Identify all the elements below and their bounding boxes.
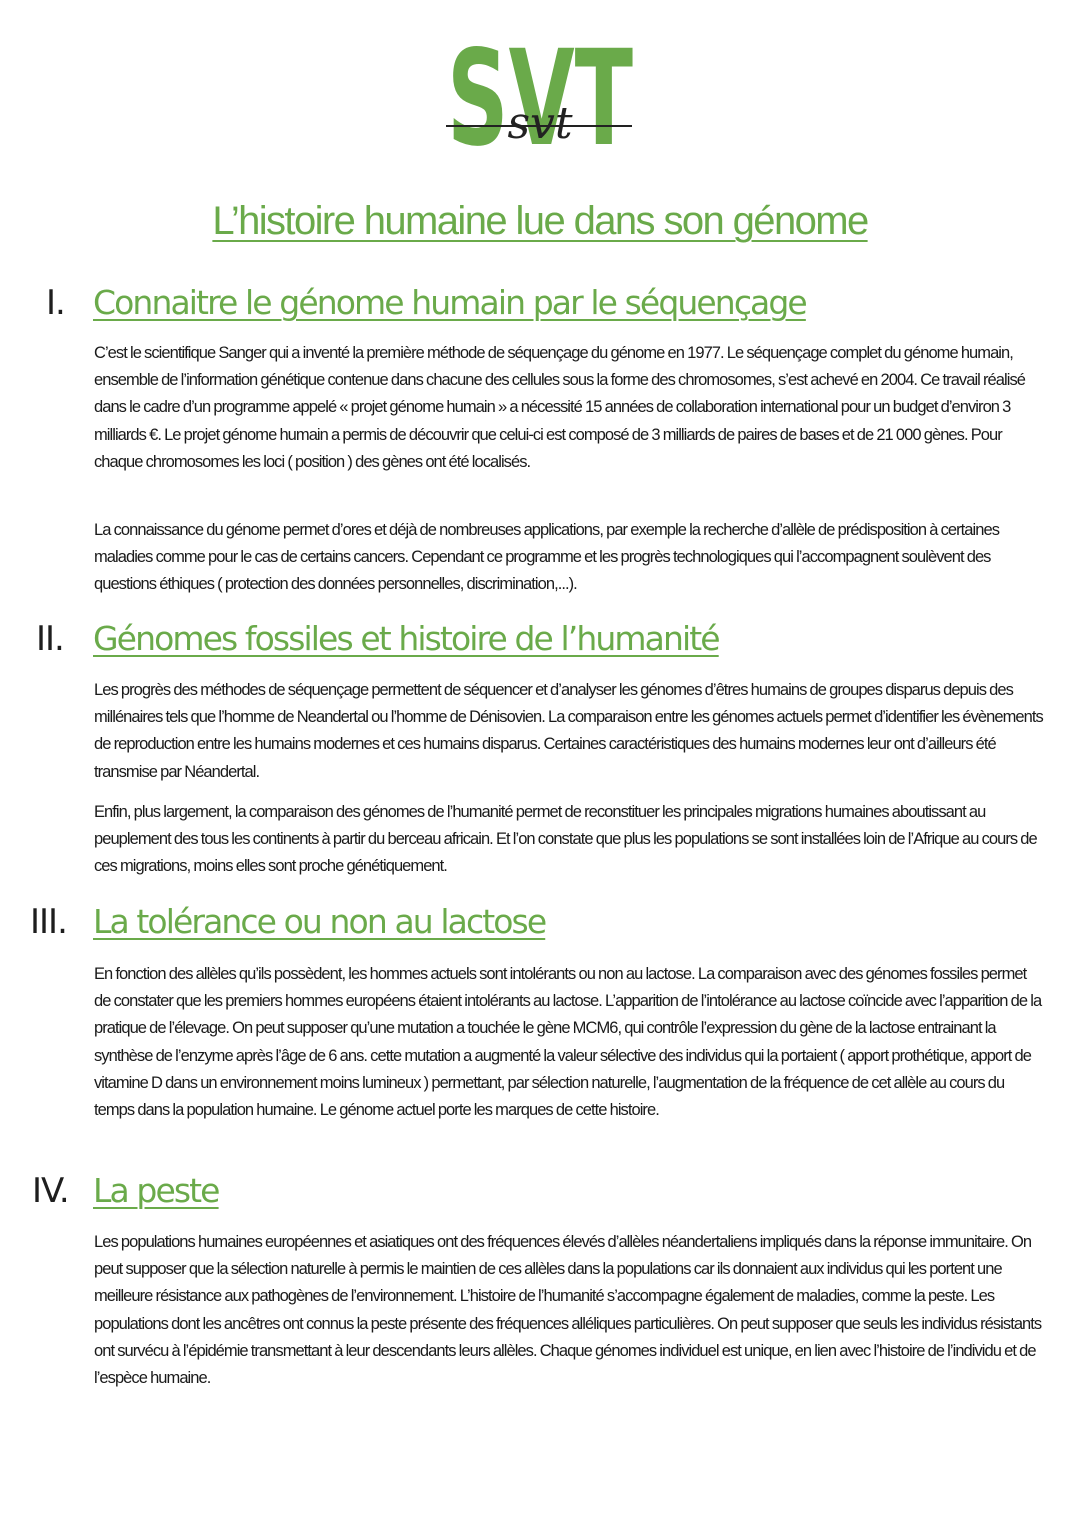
section-heading-4 bbox=[0, 1167, 1080, 1215]
svt-logo bbox=[0, 22, 1080, 162]
section-1-paragraph-1: C’est le scientifique Sanger qui a inventé la première méthode de séquençage du génome en 1977. Le séquençage complet du génome humain, ensemble de l’information génétique contenue dans chacune des cellules sous la forme des chromosomes, s’est achevé en 2004. Ce travail réalisé dans le cadre d’un programme appelé « projet génome humain » a nécessité 15 années de collaboration international pour un budget d’environ 3 milliards €. Le projet génome humain a permis de découvrir que celui-ci est composé de 3 milliards de paires de bases et de 21 000 gènes. Pour chaque chromosomes les loci ( position ) des gènes ont été localisés. bbox=[94, 344, 1025, 471]
section-title: Génomes fossiles et histoire de l’humanité bbox=[93, 619, 719, 658]
section-title: La tolérance ou non au lactose bbox=[93, 902, 546, 941]
section-4-paragraph-1: Les populations humaines européennes et asiatiques ont des fréquences élevés d’allèles néandertaliens impliqués dans la réponse immunitaire. On peut supposer que la sélection naturelle à permis le maintien de ces allèles dans la populations car ils donnaient aux individus qui les portent une meilleure résistance aux pathogènes de l’environnement. L’histoire de l’humanité s’accompagne également de maladies, comme la peste. Les populations dont les ancêtres ont connus la peste présente des fréquences alléliques particulières. On peut supposer que seuls les individus résistants ont survécu à l’épidémie transmettant à leur descendants leurs allèles. Chaque génomes individuel est unique, en lien avec l’histoire de l’individu et de l’espèce humaine. bbox=[94, 1233, 1042, 1388]
section-heading-1 bbox=[0, 279, 1080, 327]
section-3-paragraph-1: En fonction des allèles qu’ils possèdent, les hommes actuels sont intolérants ou non au lactose. La comparaison avec des génomes fossiles permet de constater que les premiers hommes européens étaient intolérants au lactose. L’apparition de l’intolérance au lactose coïncide avec l’apparition de la pratique de l’élevage. On peut supposer qu’une mutation a touchée le gène MCM6, qui contrôle l’expression du gène de la lactose entrainant la synthèse de l’enzyme après l’âge de 6 ans. cette mutation a augmenté la valeur sélective des individus qui la portaient ( apport prothétique, apport de vitamine D dans un environnement moins lumineux ) permettant, par sélection naturelle, l’augmentation de la fréquence de cet allèle au cours du temps dans la population humaine. Le génome actuel porte les marques de cette histoire. bbox=[94, 965, 1042, 1120]
section-1-paragraph-2: La connaissance du génome permet d’ores et déjà de nombreuses applications, par exemple la recherche d’allèle de prédisposition à certaines maladies comme pour le cas de certains cancers. Cependant ce programme et les progrès technologiques qui l’accompagnent soulèvent des questions éthiques ( protection des données personnelles, discrimination,...). bbox=[94, 521, 999, 594]
section-2-paragraph-1: Les progrès des méthodes de séquençage permettent de séquencer et d’analyser les génomes d’êtres humains de groupes disparus depuis des millénaires tels que l’homme de Neandertal ou l’homme de Dénisovien. La comparaison entre les génomes actuels permet d’identifier les évènements de reproduction entre les humains modernes et ces humains disparus. Certaines caractéristiques des humains modernes leur ont d’ailleurs été transmise par Néandertal. bbox=[94, 681, 1043, 781]
section-2-paragraph-2: Enfin, plus largement, la comparaison des génomes de l’humanité permet de reconstituer les principales migrations humaines aboutissant au peuplement des tous les continents à partir du berceau africain. Et l’on constate que plus les populations se sont installées loin de l’Afrique au cours de ces migrations, moins elles sont proche génétiquement. bbox=[94, 803, 1037, 876]
section-heading-2 bbox=[0, 615, 1080, 663]
section-title: Connaitre le génome humain par le séquençage bbox=[93, 283, 806, 322]
logo-main-text: SVT bbox=[447, 22, 633, 162]
page-title: L’histoire humaine lue dans son génome bbox=[212, 199, 868, 243]
section-numeral: III. bbox=[30, 902, 67, 942]
section-heading-3 bbox=[0, 898, 1080, 946]
logo-script-text: svt bbox=[507, 98, 573, 149]
section-numeral: II. bbox=[36, 619, 64, 659]
section-numeral: I. bbox=[46, 283, 65, 323]
section-title: La peste bbox=[93, 1171, 219, 1210]
section-numeral: IV. bbox=[32, 1171, 69, 1211]
svt-logo-graphic bbox=[440, 22, 640, 162]
